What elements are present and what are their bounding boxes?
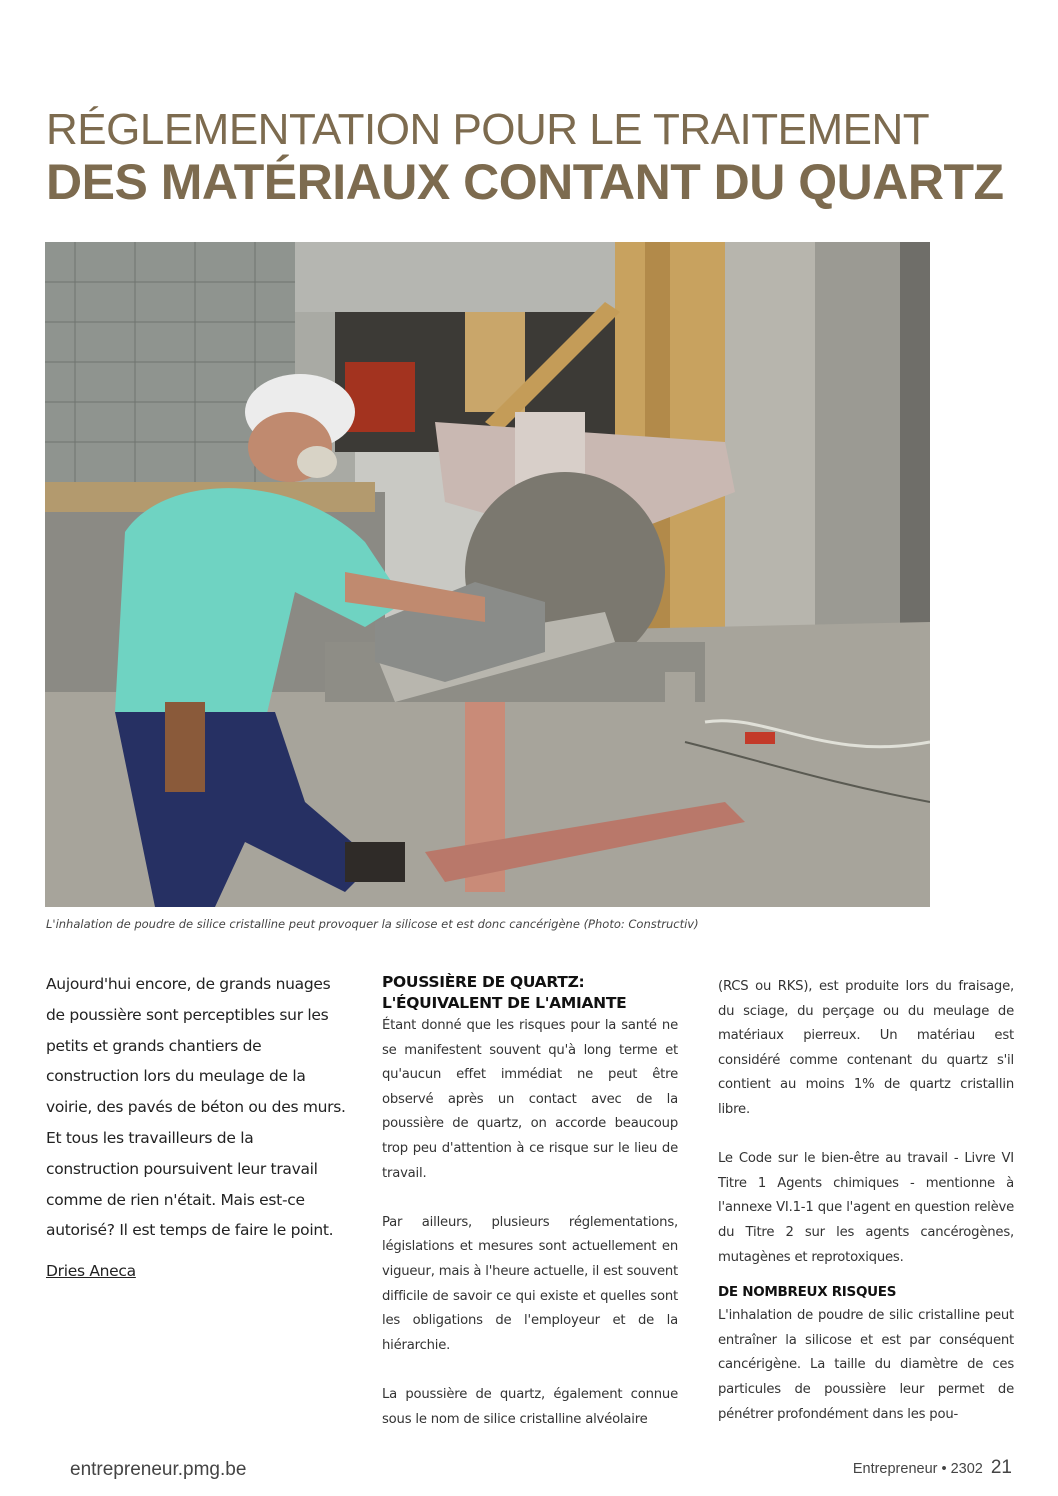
section-heading-risks: DE NOMBREUX RISQUES [718, 1284, 897, 1301]
section-heading-line-2: L'ÉQUIVALENT DE L'AMIANTE [382, 994, 627, 1012]
article-column-3 [718, 975, 1014, 1427]
author-link[interactable]: Dries Aneca [46, 1262, 136, 1280]
photo-caption: L'inhalation de poudre de silice cristalline peut provoquer la silicose et est donc cancérigène (Photo: Constructiv) [46, 917, 699, 931]
footer-publication [853, 1457, 1012, 1479]
title-line-1: RÉGLEMENTATION POUR LE TRAITEMENT [46, 105, 930, 154]
page-number: 21 [990, 1457, 1012, 1478]
paragraph: (RCS ou RKS), est produite lors du fraisage, du sciage, du perçage ou du meulage de matériaux pierreux. Un matériau est considéré comme contenant du quartz s'il contient au moins 1% de quartz cristallin libre. [718, 979, 1014, 1117]
paragraph: L'inhalation de poudre de silic cristalline peut entraîner la silicose et est par conséquent cancérigène. La taille du diamètre de ces particules de poussière leur permet de pénétrer profondément dans les pou- [718, 1308, 1014, 1422]
paragraph: La poussière de quartz, également connue sous le nom de silice cristalline alvéolaire [382, 1386, 678, 1427]
intro-paragraph: Aujourd'hui encore, de grands nuages de poussière sont perceptibles sur les petits et grands chantiers de construction lors du meulage de la voirie, des pavés de béton ou des murs. Et tous les travailleurs de la construction poursuivent leur travail comme de rien n'était. Mais est-ce autorisé? Il est temps de faire le point. [46, 975, 346, 1240]
footer-website-link[interactable]: entrepreneur.pmg.be [70, 1459, 247, 1480]
publication-issue: Entrepreneur • 2302 [852, 1461, 983, 1477]
article-column-2 [382, 972, 678, 1432]
construction-photo [45, 242, 930, 907]
paragraph: Par ailleurs, plusieurs réglementations, législations et mesures sont actuellement en vigueur, mais à l'heure actuelle, il est souvent difficile de savoir ce qui existe et quelles sont les obligations de l'employeur et de la hiérarchie. [382, 1214, 678, 1353]
paragraph: Étant donné que les risques pour la santé ne se manifestent souvent qu'à long terme et qu'aucun effet immédiat ne peut être observé après un contact avec de la poussière de quartz, on accorde beaucoup trop peu d'attention à ce risque sur le lieu de travail. [382, 1018, 678, 1181]
title-line-2: DES MATÉRIAUX CONTANT DU QUARTZ [46, 154, 1004, 210]
section-heading-line-1: POUSSIÈRE DE QUARTZ: [382, 973, 585, 991]
section-heading-quartz [382, 972, 678, 1014]
paragraph: Le Code sur le bien-être au travail - Livre VI Titre 1 Agents chimiques - mentionne à l'annexe VI.1-1 que l'agent en question relève du Titre 2 sur les agents cancérogènes, mutagènes et reprotoxiques. [718, 1151, 1014, 1265]
